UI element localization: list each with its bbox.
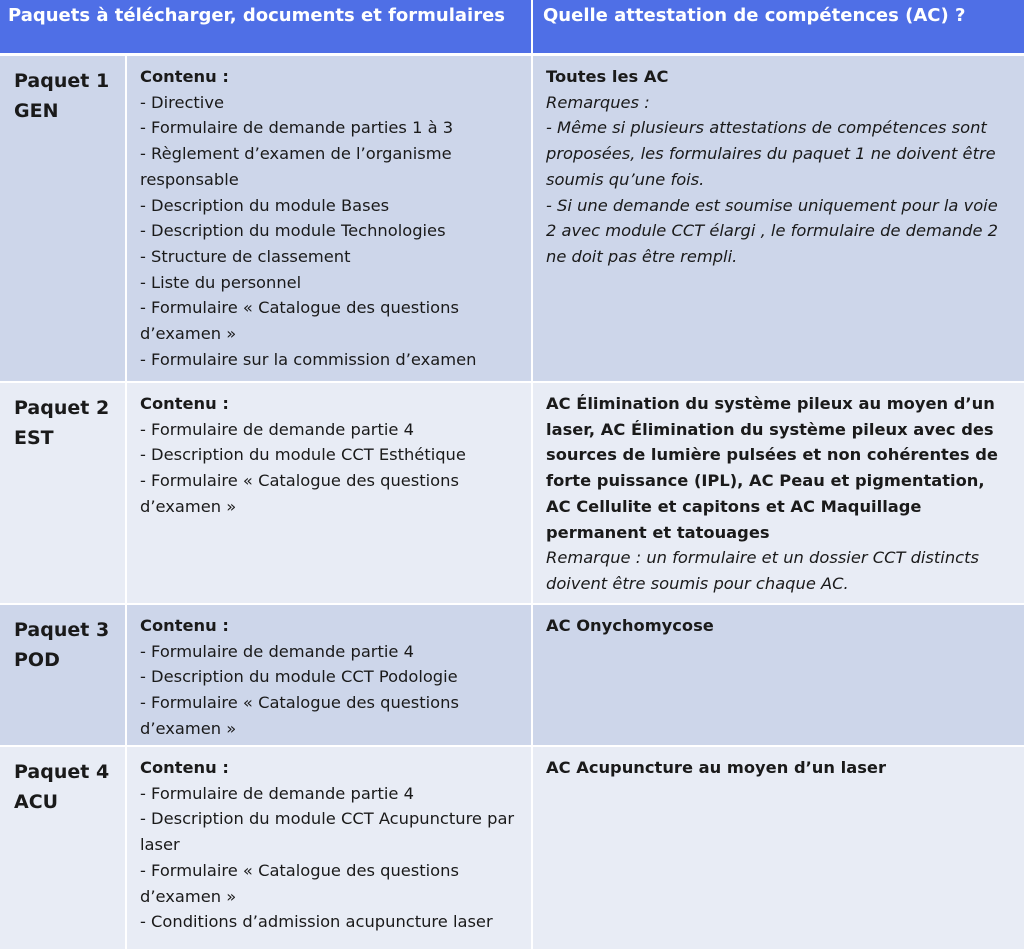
ac-title: Toutes les AC [546, 67, 669, 86]
ac-remark: - Si une demande est soumise uniquement pour la voie 2 avec module CCT élargi , le formulaire de demande 2 ne doit pas être rempli. [546, 195, 999, 266]
content-item: - Description du module Technologies [140, 221, 446, 241]
content-item: - Formulaire « Catalogue des questions d’examen » [140, 693, 459, 738]
content-item: - Règlement d’examen de l’organisme responsable [140, 144, 452, 189]
package-content [127, 747, 531, 949]
package-content [127, 56, 531, 381]
ac-title: AC Acupuncture au moyen d’un laser [546, 758, 886, 777]
content-item: - Conditions d’admission acupuncture laser [140, 912, 493, 932]
package-name: Paquet 1 GEN [0, 56, 125, 381]
content-item: - Formulaire « Catalogue des questions d’examen » [140, 298, 459, 344]
package-name: Paquet 4 ACU [0, 747, 125, 949]
content-item: - Description du module CCT Acupuncture par laser [140, 809, 515, 855]
ac-cell [533, 383, 1024, 603]
content-item: - Formulaire de demande partie 4 [140, 641, 414, 661]
table-row [0, 56, 1024, 381]
content-item: - Formulaire sur la commission d’examen [140, 349, 477, 369]
content-item: - Description du module CCT Podologie [140, 667, 458, 687]
content-title: Contenu : [140, 616, 229, 635]
table-row [0, 747, 1024, 949]
ac-remark: Remarques : [546, 92, 650, 112]
content-item: - Formulaire « Catalogue des questions d’examen » [140, 860, 459, 906]
ac-cell [533, 747, 1024, 949]
content-item: - Directive [140, 92, 224, 112]
ac-remark: - Même si plusieurs attestations de compétences sont proposées, les formulaires du paquet 1 ne doivent être soumis qu’une fois. [546, 118, 996, 189]
content-title: Contenu : [140, 758, 229, 777]
table-row [0, 383, 1024, 603]
ac-remark: Remarque : un formulaire et un dossier CCT distincts doivent être soumis pour chaque AC. [546, 548, 979, 593]
content-title: Contenu : [140, 394, 229, 413]
ac-title: AC Élimination du système pileux au moyen d’un laser, AC Élimination du système pileux avec des sources de lumière pulsées et non cohérentes de forte puissance (IPL), AC Peau et pigmentation, AC Cellulite et capitons et AC Maquillage permanent et tatouages [546, 394, 998, 542]
content-item: - Formulaire « Catalogue des questions d’examen » [140, 471, 459, 516]
content-item: - Formulaire de demande partie 4 [140, 419, 414, 439]
content-item: - Description du module CCT Esthétique [140, 445, 466, 465]
content-item: - Formulaire de demande parties 1 à 3 [140, 118, 454, 138]
package-content [127, 383, 531, 603]
content-item: - Description du module Bases [140, 195, 390, 215]
ac-cell [533, 605, 1024, 745]
package-name: Paquet 2 EST [0, 383, 125, 603]
content-item: - Liste du personnel [140, 272, 302, 292]
package-content [127, 605, 531, 745]
ac-cell [533, 56, 1024, 381]
ac-title: AC Onychomycose [546, 616, 714, 635]
package-name: Paquet 3 POD [0, 605, 125, 745]
table-row [0, 605, 1024, 745]
content-title: Contenu : [140, 67, 229, 86]
header-ac: Quelle attestation de compétences (AC) ? [533, 0, 1024, 53]
header-packages: Paquets à télécharger, documents et formulaires [0, 0, 531, 53]
content-item: - Structure de classement [140, 246, 351, 266]
content-item: - Formulaire de demande partie 4 [140, 783, 414, 803]
